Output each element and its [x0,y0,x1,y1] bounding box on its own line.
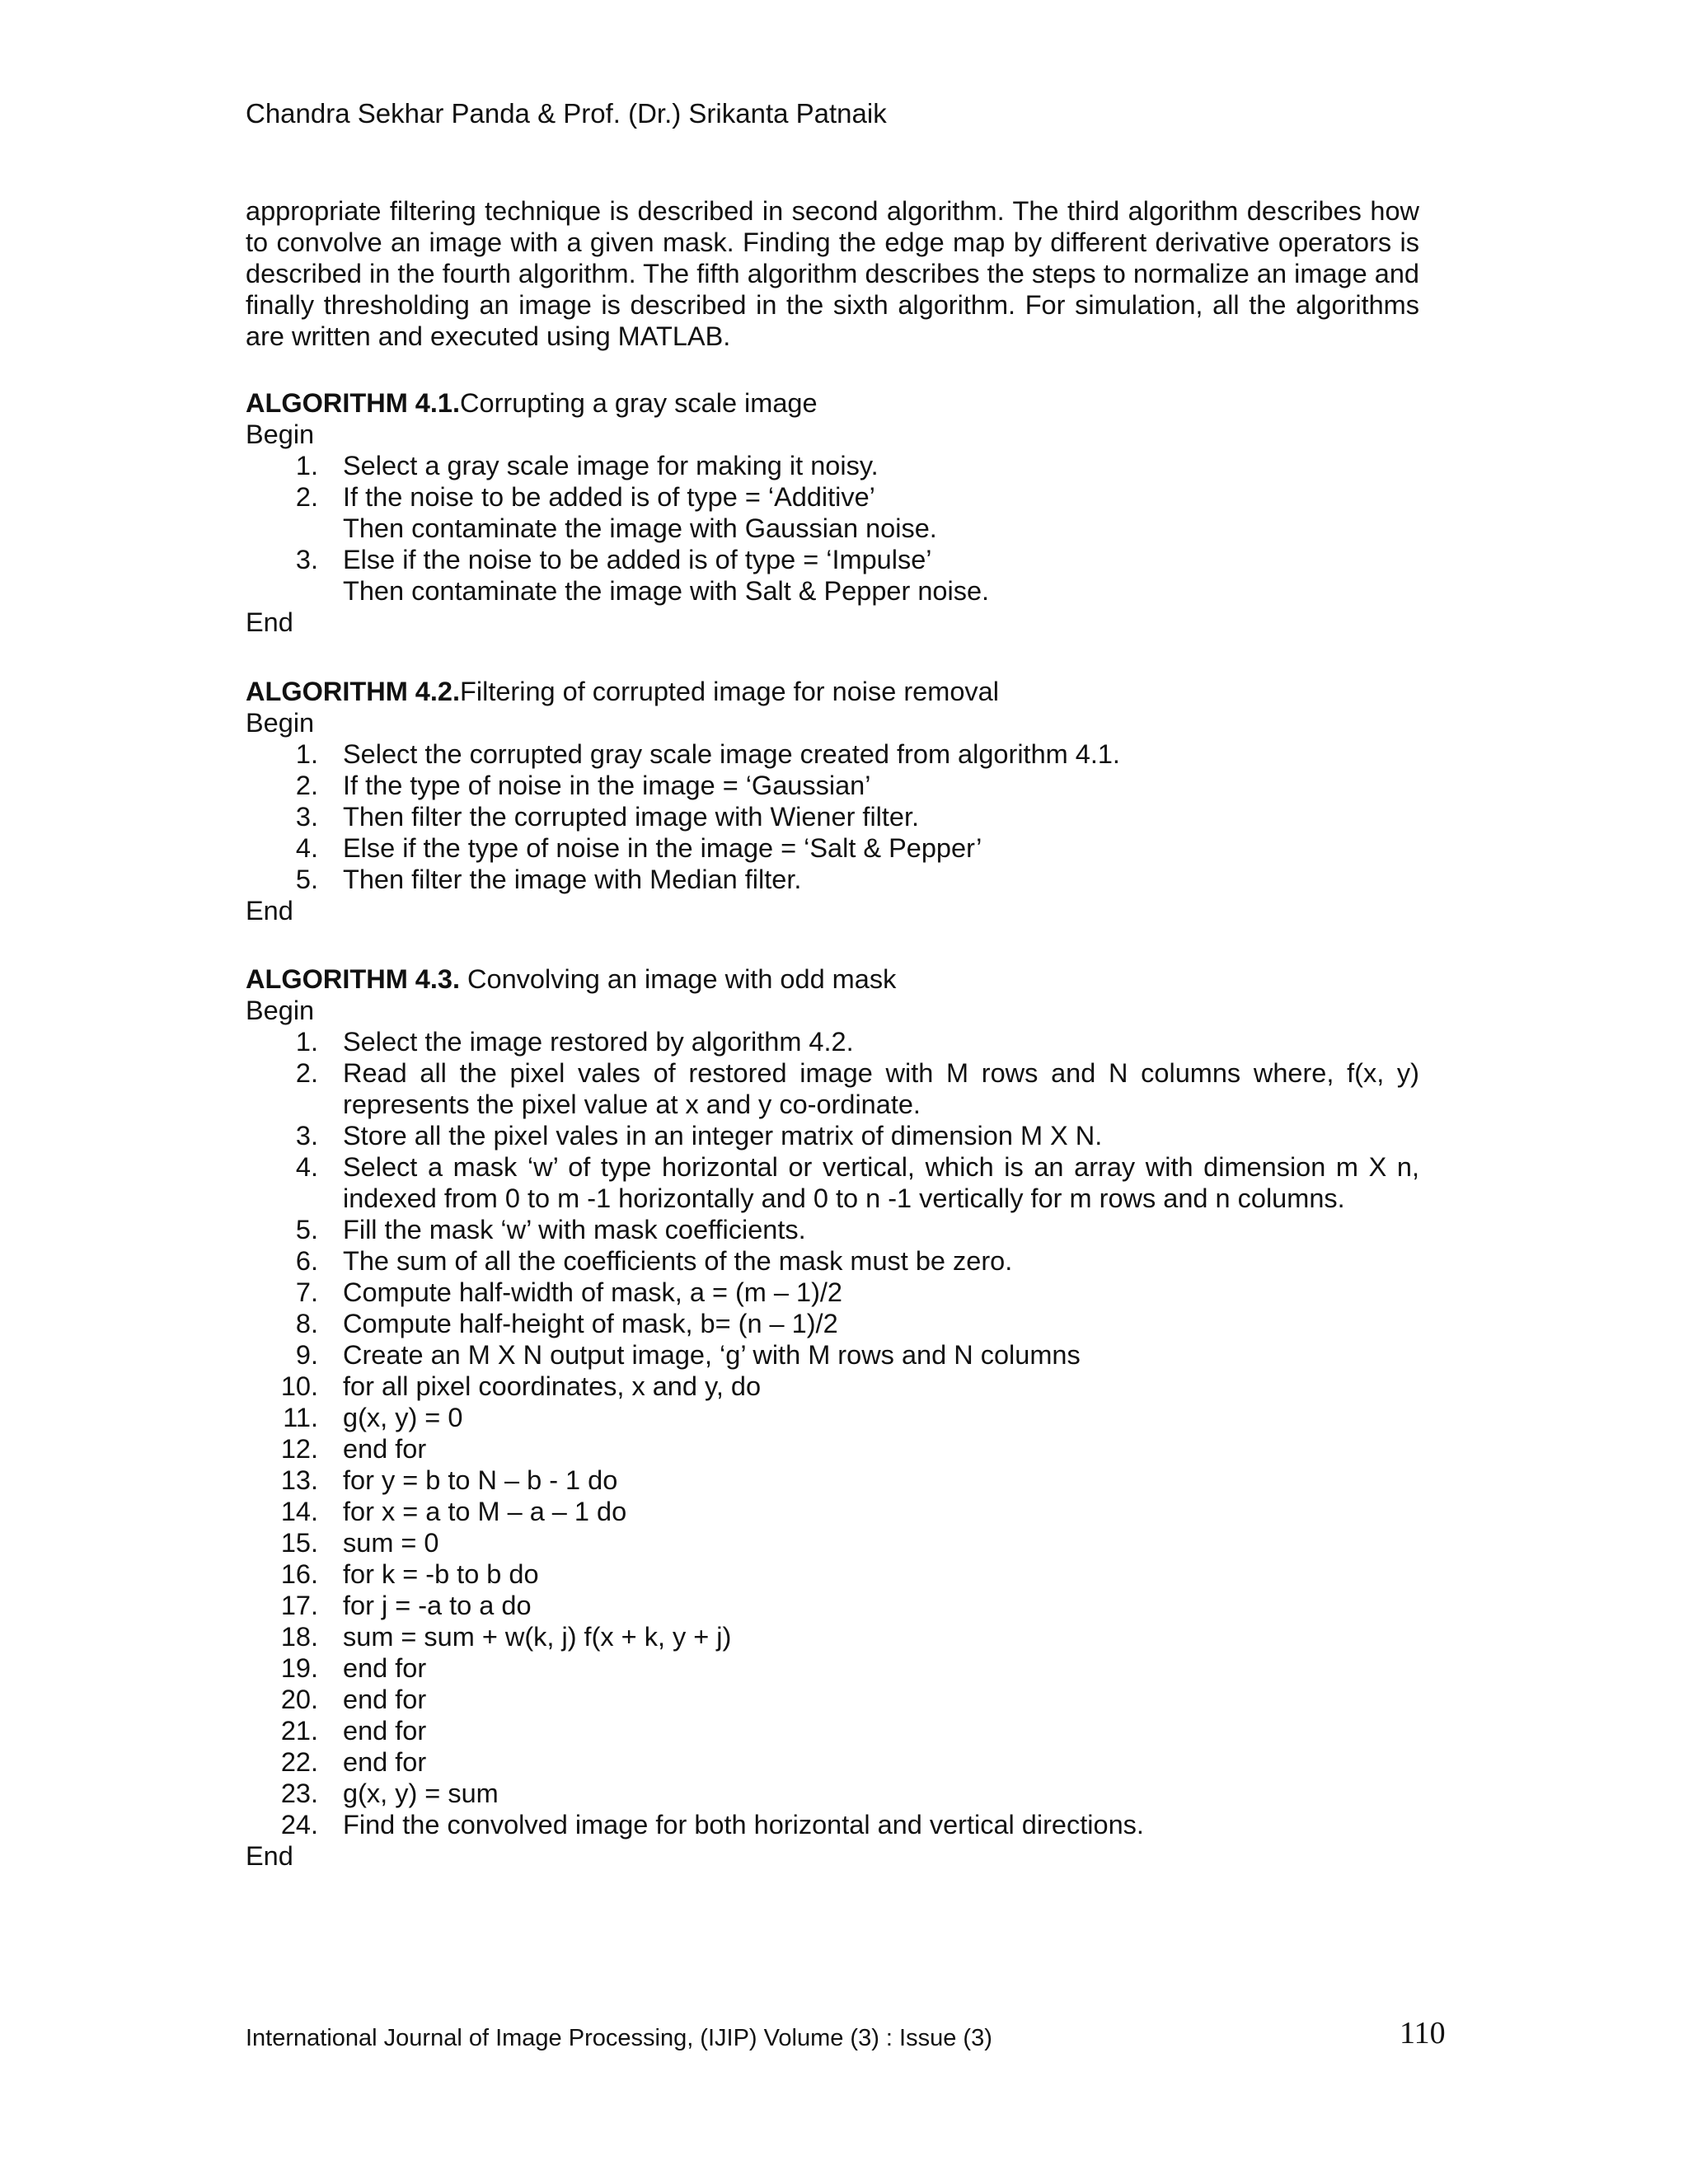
step-text: Select a gray scale image for making it noisy. [343,451,879,480]
algorithm-step [246,864,1419,895]
step-text: end for [343,1716,427,1746]
step-number: 3. [295,1121,318,1151]
algorithm-4-3 [246,963,1419,1872]
step-text: If the noise to be added is of type = ‘Additive’ [343,482,875,512]
algorithm-4-1 [246,387,1419,638]
step-number: 19. [280,1653,318,1683]
step-text: Then filter the corrupted image with Wiener filter. [343,802,920,832]
algorithm-title [246,387,1419,419]
algorithm-step [246,1527,1419,1558]
algorithm-step [246,1245,1419,1277]
step-text: for j = -a to a do [343,1591,532,1620]
step-text: Fill the mask ‘w’ with mask coefficients. [343,1215,806,1244]
step-number: 4. [295,1152,318,1182]
step-text: sum = 0 [343,1528,439,1558]
algorithm-begin: Begin [246,708,315,738]
step-text: If the type of noise in the image = ‘Gaussian’ [343,771,871,800]
step-text: Else if the type of noise in the image = ‘Salt & Pepper’ [343,833,982,863]
running-head: Chandra Sekhar Panda & Prof. (Dr.) Srikanta Patnaik [246,98,887,129]
algorithm-step [246,1057,1419,1120]
algorithm-step [246,481,1419,544]
step-text: for k = -b to b do [343,1559,539,1589]
algorithm-step [246,1621,1419,1652]
step-number: 16. [280,1559,318,1589]
step-text: for all pixel coordinates, x and y, do [343,1371,762,1401]
algorithm-4-2 [246,676,1419,926]
algorithm-step [246,1590,1419,1621]
step-number: 5. [295,865,318,894]
step-number: 1. [295,739,318,769]
step-text: The sum of all the coefficients of the mask must be zero. [343,1246,1013,1276]
page-number: 110 [1400,2016,1446,2050]
step-number: 18. [280,1622,318,1652]
algorithm-title [246,676,1419,707]
algorithm-step [246,1277,1419,1308]
step-number: 23. [280,1779,318,1808]
step-number: 12. [280,1434,318,1464]
step-text: Store all the pixel vales in an integer matrix of dimension M X N. [343,1121,1103,1151]
step-text: Read all the pixel vales of restored image with M rows and N columns where, f(x, y) represents the pixel value at x and y co-ordinate. [343,1058,1419,1119]
step-number: 13. [280,1465,318,1495]
algorithm-step [246,450,1419,481]
step-number: 2. [295,1058,318,1088]
algorithm-step [246,1214,1419,1245]
algorithm-step [246,1402,1419,1433]
step-text: Select the corrupted gray scale image created from algorithm 4.1. [343,739,1120,769]
algorithm-step [246,1809,1419,1840]
step-number: 20. [280,1685,318,1714]
step-text: end for [343,1434,427,1464]
step-number: 17. [280,1591,318,1620]
step-number: 3. [295,802,318,832]
algorithm-label: ALGORITHM 4.2. [246,677,461,706]
algorithm-step [246,1465,1419,1496]
algorithm-steps [246,450,1419,607]
step-number: 6. [295,1246,318,1276]
step-text: g(x, y) = 0 [343,1403,463,1432]
algorithm-begin: Begin [246,996,315,1025]
step-number: 7. [295,1277,318,1307]
algorithm-title-text: Corrupting a gray scale image [460,388,818,418]
algorithm-step [246,1151,1419,1214]
step-text: end for [343,1685,427,1714]
algorithm-title-text: Filtering of corrupted image for noise removal [460,677,999,706]
step-number: 11. [283,1403,318,1432]
step-continuation: Then contaminate the image with Gaussian noise. [343,513,937,543]
step-text: end for [343,1653,427,1683]
step-text: sum = sum + w(k, j) f(x + k, y + j) [343,1622,732,1652]
step-number: 10. [280,1371,318,1401]
step-number: 8. [295,1309,318,1338]
step-text: Else if the noise to be added is of type = ‘Impulse’ [343,545,932,574]
step-continuation: Then contaminate the image with Salt & Pepper noise. [343,576,990,606]
algorithm-step [246,1684,1419,1715]
algorithm-step [246,1778,1419,1809]
algorithm-step [246,1120,1419,1151]
step-text: Compute half-width of mask, a = (m – 1)/2 [343,1277,843,1307]
algorithm-end: End [246,607,293,637]
step-number: 22. [280,1747,318,1777]
step-number: 2. [295,482,318,512]
step-text: Then filter the image with Median filter. [343,865,802,894]
step-number: 24. [280,1810,318,1840]
algorithm-end: End [246,1841,293,1871]
step-number: 15. [280,1528,318,1558]
algorithm-step [246,738,1419,770]
algorithm-step [246,801,1419,832]
step-text: Select the image restored by algorithm 4.2. [343,1027,854,1057]
algorithm-title-text: Convolving an image with odd mask [460,964,897,994]
step-number: 9. [295,1340,318,1370]
step-text: g(x, y) = sum [343,1779,499,1808]
step-number: 2. [295,771,318,800]
algorithm-step [246,770,1419,801]
step-text: end for [343,1747,427,1777]
step-number: 1. [295,451,318,480]
algorithm-end: End [246,896,293,926]
algorithm-step [246,544,1419,607]
step-number: 14. [280,1497,318,1526]
algorithm-steps [246,738,1419,895]
algorithm-step [246,1746,1419,1778]
step-number: 1. [295,1027,318,1057]
algorithm-steps [246,1026,1419,1840]
algorithm-step [246,1371,1419,1402]
algorithm-step [246,1308,1419,1339]
algorithm-step [246,1652,1419,1684]
journal-footer: International Journal of Image Processing, (IJIP) Volume (3) : Issue (3) [246,2025,992,2051]
step-number: 21. [280,1716,318,1746]
algorithm-step [246,1715,1419,1746]
algorithm-label: ALGORITHM 4.1. [246,388,461,418]
algorithm-step [246,832,1419,864]
step-text: Find the convolved image for both horizontal and vertical directions. [343,1810,1144,1840]
algorithm-step [246,1339,1419,1371]
step-text: Create an M X N output image, ‘g’ with M rows and N columns [343,1340,1081,1370]
step-text: for x = a to M – a – 1 do [343,1497,627,1526]
algorithm-title [246,963,1419,995]
step-number: 5. [295,1215,318,1244]
step-number: 4. [295,833,318,863]
step-text: for y = b to N – b - 1 do [343,1465,618,1495]
step-text: Select a mask ‘w’ of type horizontal or vertical, which is an array with dimension m X n, indexed from 0 to m -1 horizontally and 0 to n -1 vertically for m rows and n columns. [343,1152,1419,1213]
algorithm-step [246,1496,1419,1527]
algorithm-step [246,1026,1419,1057]
step-text: Compute half-height of mask, b= (n – 1)/2 [343,1309,838,1338]
algorithm-begin: Begin [246,419,315,449]
algorithm-label: ALGORITHM 4.3. [246,964,461,994]
algorithm-step [246,1558,1419,1590]
algorithm-step [246,1433,1419,1465]
step-number: 3. [295,545,318,574]
intro-paragraph: appropriate filtering technique is described in second algorithm. The third algorithm describes how to convolve an image with a given mask. Finding the edge map by different derivative operators is described in the fourth algorithm. The fifth algorithm describes the steps to normalize an image and finally thresholding an image is described in the sixth algorithm. For simulation, all the algorithms are written and executed using MATLAB. [246,196,1419,351]
